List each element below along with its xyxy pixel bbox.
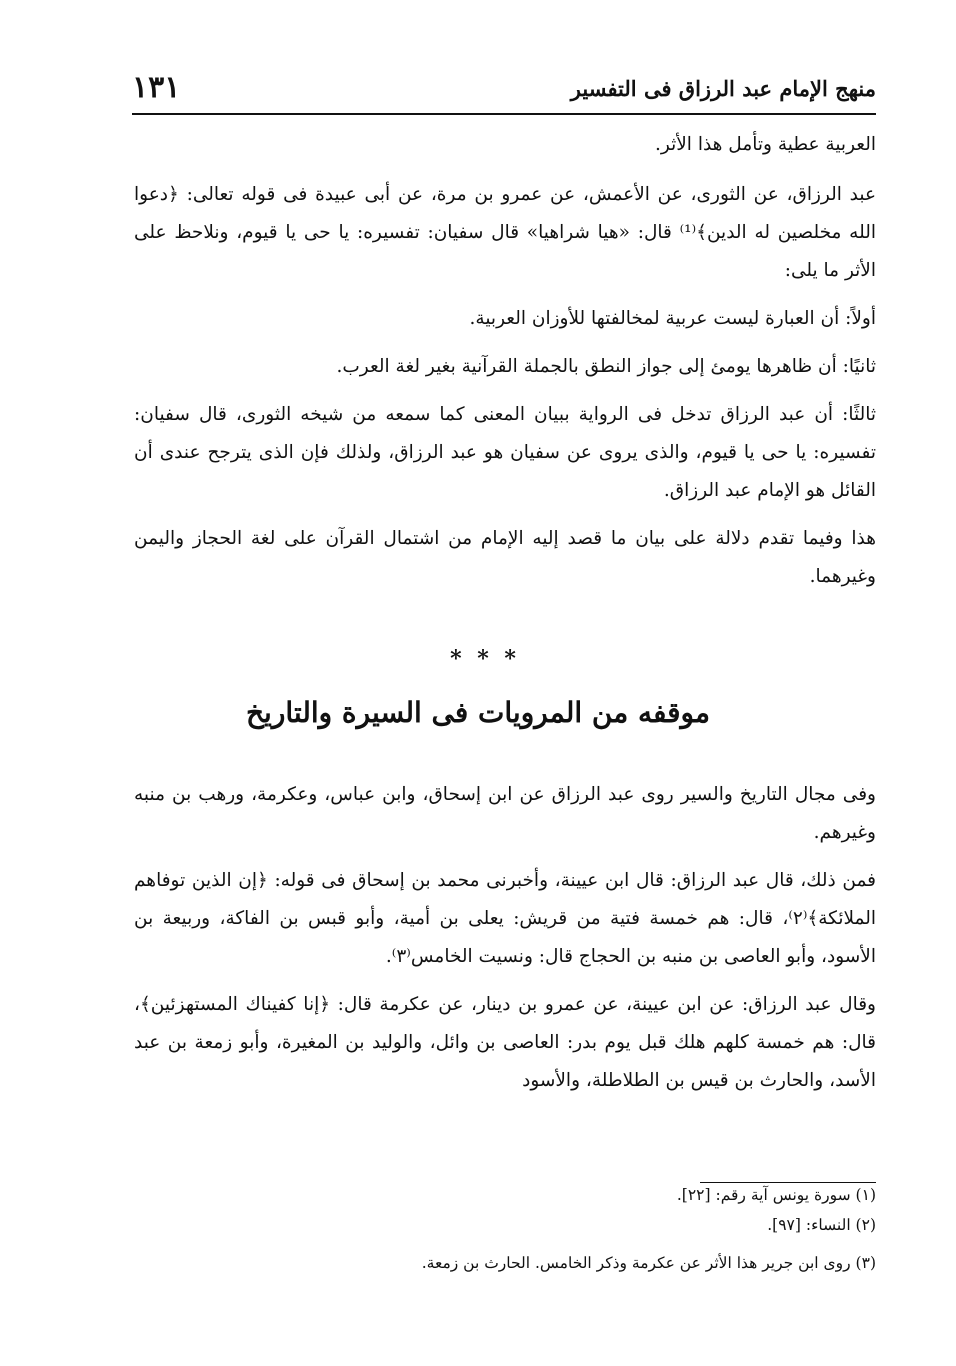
section-separator: * * *	[450, 646, 520, 672]
section-title: موقفه من المرويات فى السيرة والتاريخ	[245, 696, 710, 729]
footnote: (١) سورة يونس آية رقم: [٢٢].	[676, 1186, 876, 1204]
paragraph: ثانيًا: أن ظاهرها يومئ إلى جواز النطق بالجملة القرآنية بغير لغة العرب.	[336, 356, 876, 377]
paragraph: العربية عطية وتأمل هذا الأثر.	[655, 134, 876, 155]
paragraph: وفى مجال التاريخ والسير روى عبد الرزاق عن ابن إسحاق، وابن عباس، وعكرمة، ورهب بن منبه وغيرهم.	[134, 784, 876, 843]
body-text-bottom	[134, 776, 876, 1100]
body-text-top	[134, 126, 876, 596]
paragraph: فمن ذلك، قال عبد الرزاق: قال ابن عيينة، وأخبرنى محمد بن إسحاق فى قوله: ﴿إن الذين توفاهم الملائكة﴾⁽٢⁾، قال: هم خمسة فتية من قريش: يعلى بن أمية، وأبو قبس بن الفاكة، وربيعة بن الأسود، وأبو العاصى بن منبه بن الحجاج قال: ونسيت الخامس⁽٣⁾.	[134, 870, 876, 967]
paragraph: ثالثًا: أن عبد الرزاق تدخل فى الرواية ببيان المعنى كما سمعه من شيخه الثورى، قال سفيان: تفسيره: يا حى يا قيوم، والذى يروى عن سفيان هو عبد الرزاق، ولذلك فإن الذى يترجح عندى أن القائل هو الإمام عبد الرزاق.	[134, 404, 876, 501]
footnote: (٣) روى ابن جرير هذا الأثر عن عكرمة وذكر الخامس. الحارث بن زمعة.	[421, 1254, 876, 1272]
paragraph: هذا وفيما تقدم دلالة على بيان ما قصد إليه الإمام من اشتمال القرآن على لغة الحجاز واليمن وغيرهما.	[134, 528, 876, 587]
paragraph: عبد الرزاق، عن الثورى، عن الأعمش، عن عمرو بن مرة، عن أبى عبيدة فى قوله تعالى: ﴿دعوا الله مخلصين له الدين﴾⁽¹⁾ قال: «هيا شراهيا» قال سفيان: تفسيره: يا حى يا قيوم، ونلاحظ على الأثر ما يلى:	[134, 184, 876, 281]
header-rule	[132, 113, 876, 115]
page-header	[132, 68, 876, 112]
paragraph: أولاً: أن العبارة ليست عربية لمخالفتها للأوزان العربية.	[469, 308, 876, 329]
footnote: (٢) النساء: [٩٧].	[767, 1216, 876, 1234]
running-title: منهج الإمام عبد الرزاق فى التفسير	[570, 76, 876, 101]
footnotes	[134, 1180, 876, 1278]
paragraph: وقال عبد الرزاق: عن ابن عيينة، عن عمرو بن دينار، عن عكرمة قال: ﴿إنا كفيناك المستهزئين﴾، قال: هم خمسة كلهم هلك قبل يوم بدر: العاصى بن وائل، والوليد بن المغيرة، وأبو زمعة بن عبد الأسد، والحارث بن قيس بن الطلاطلة، والأسود	[134, 994, 876, 1091]
page-number: ١٣١	[132, 70, 181, 105]
